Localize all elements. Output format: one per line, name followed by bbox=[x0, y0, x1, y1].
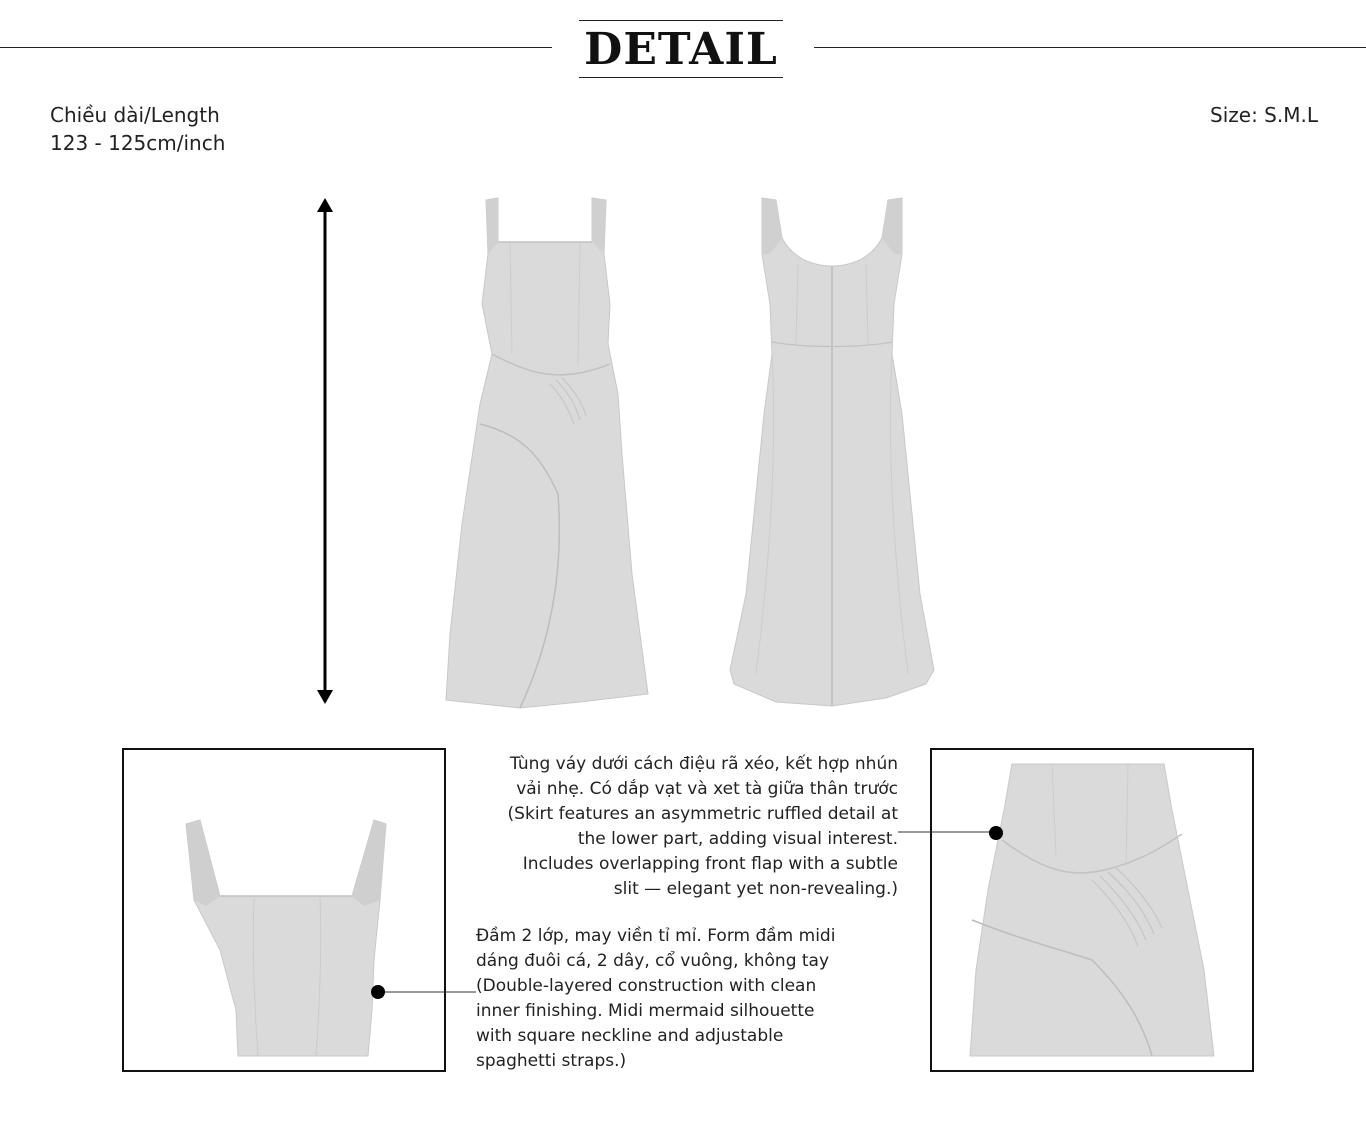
header-rule-left bbox=[0, 47, 552, 48]
length-value: 123 - 125cm/inch bbox=[50, 131, 226, 155]
length-arrow-icon bbox=[309, 196, 341, 706]
length-label: Chiều dài/Length bbox=[50, 103, 220, 127]
construction-description-line: Đầm 2 lớp, may viền tỉ mỉ. Form đầm midi bbox=[476, 926, 836, 946]
detail-bodice-frame bbox=[122, 748, 446, 1072]
construction-description-line: spaghetti straps.) bbox=[476, 1051, 627, 1071]
header-rule-right bbox=[814, 47, 1366, 48]
construction-description bbox=[476, 924, 896, 1074]
construction-description-line: dáng đuôi cá, 2 dây, cổ vuông, không tay bbox=[476, 951, 830, 971]
dress-back-image bbox=[726, 194, 938, 710]
construction-description-line: with square neckline and adjustable bbox=[476, 1026, 784, 1046]
construction-description-line: inner finishing. Midi mermaid silhouette bbox=[476, 1001, 815, 1021]
skirt-description bbox=[470, 752, 898, 902]
skirt-description-line: (Skirt features an asymmetric ruffled detail at bbox=[507, 804, 898, 824]
detail-skirt-frame bbox=[930, 748, 1254, 1072]
page-title: DETAIL bbox=[579, 20, 783, 78]
construction-description-line: (Double-layered construction with clean bbox=[476, 976, 817, 996]
dress-front-image bbox=[440, 194, 654, 710]
skirt-description-line: Includes overlapping front flap with a subtle bbox=[522, 854, 898, 874]
skirt-closeup-image bbox=[932, 750, 1252, 1070]
bodice-closeup-image bbox=[124, 750, 444, 1070]
skirt-description-line: the lower part, adding visual interest. bbox=[577, 829, 898, 849]
length-spec bbox=[50, 101, 225, 157]
skirt-description-line: vải nhẹ. Có dắp vạt và xet tà giữa thân trước bbox=[516, 779, 898, 799]
size-spec: Size: S.M.L bbox=[1210, 103, 1318, 127]
skirt-description-line: Tùng váy dưới cách điệu rã xéo, kết hợp nhún bbox=[509, 754, 898, 774]
skirt-description-line: slit — elegant yet non-revealing.) bbox=[613, 879, 898, 899]
